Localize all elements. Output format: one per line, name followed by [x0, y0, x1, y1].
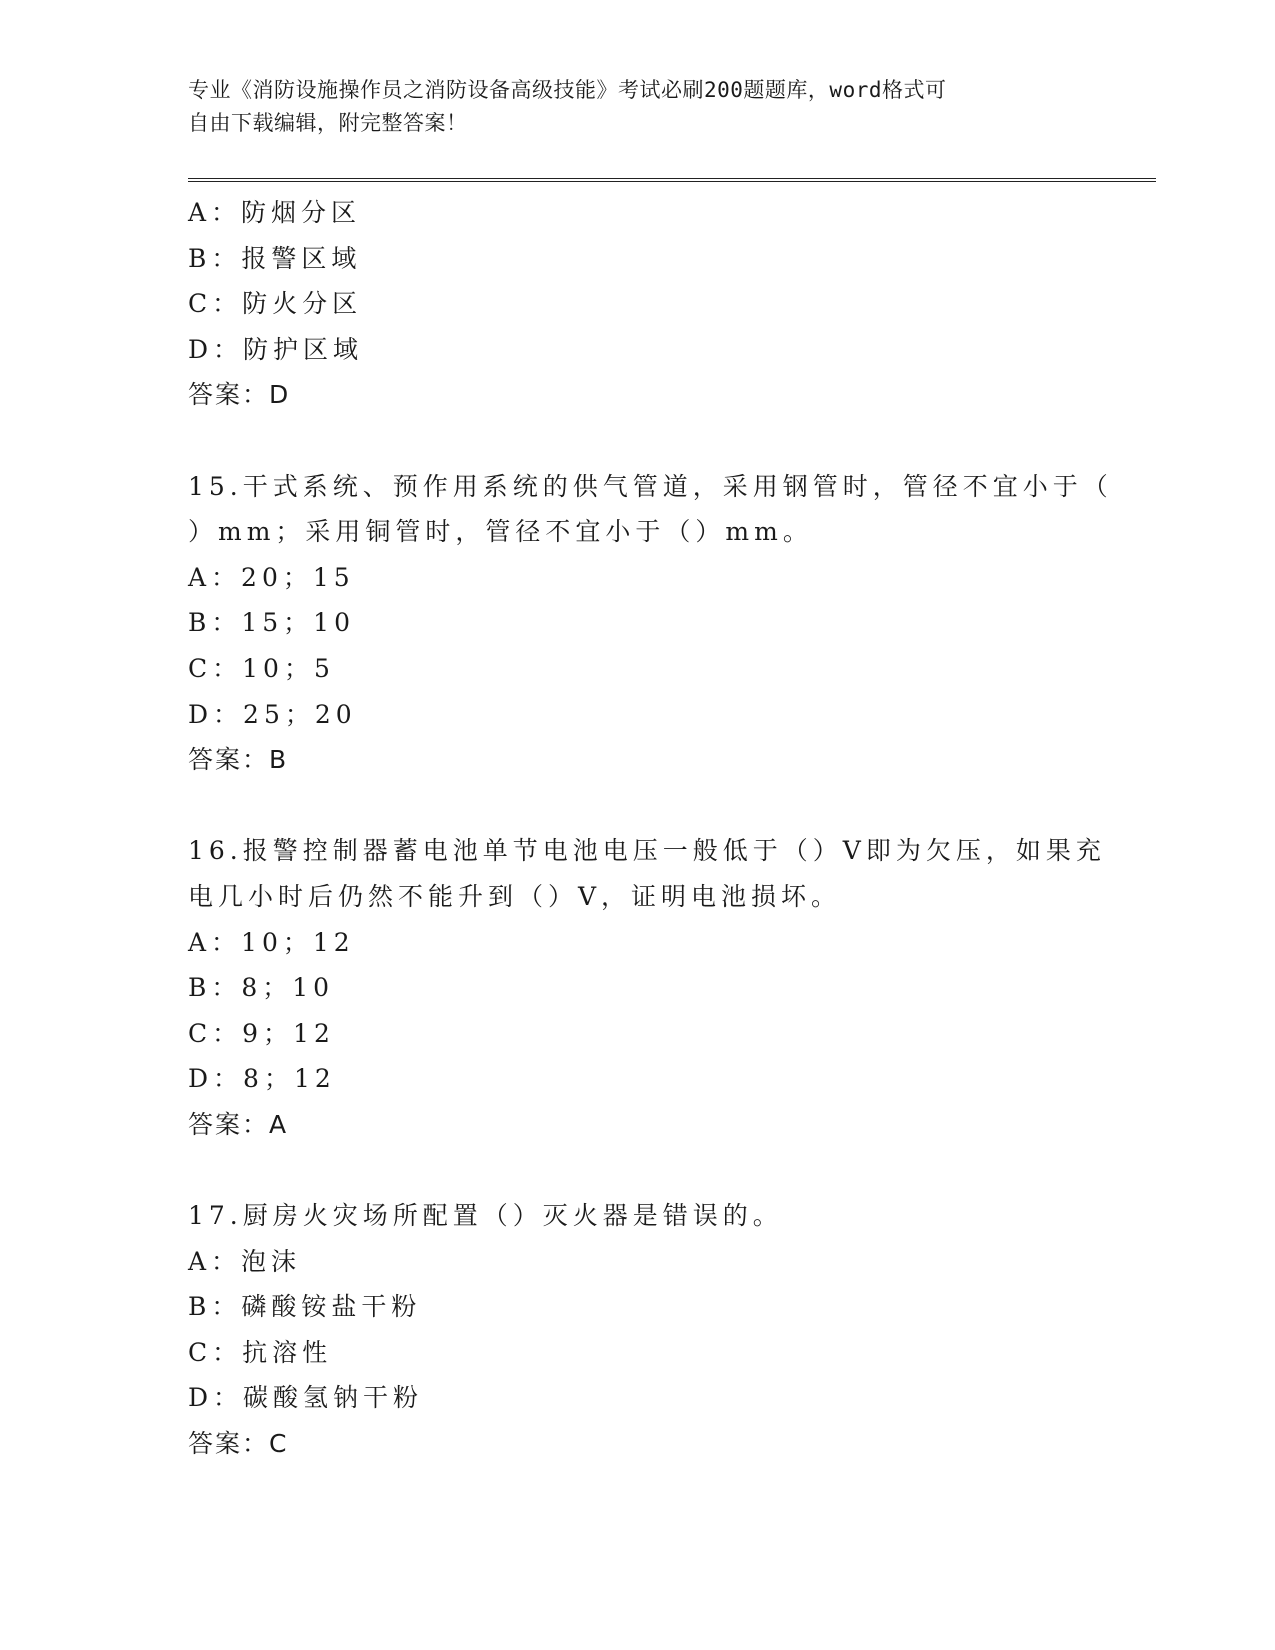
header-line-1: 专业《消防设施操作员之消防设备高级技能》考试必刷200题题库，word格式可 [188, 78, 947, 102]
question-stem-line-2: ）mm；采用铜管时，管径不宜小于（）mm。 [188, 517, 813, 547]
question-stem-line-1: 16.报警控制器蓄电池单节电池电压一般低于（）V即为欠压，如果充 [188, 836, 1106, 866]
question-16 [188, 828, 1106, 1147]
option-a: A：10；12 [188, 927, 355, 957]
option-d: D：防护区域 [188, 334, 364, 364]
option-b: B：磷酸铵盐干粉 [188, 1292, 422, 1322]
option-c: C：防火分区 [188, 289, 363, 319]
question-list [188, 190, 1113, 1467]
option-b: B：15；10 [188, 608, 355, 638]
option-d: D：8；12 [188, 1064, 336, 1094]
option-c: C：10；5 [188, 653, 335, 683]
spacer [188, 418, 1088, 464]
question-stem-line-1: 17.厨房火灾场所配置（）灭火器是错误的。 [188, 1201, 783, 1231]
spacer [188, 783, 1088, 829]
answer: 答案：B [188, 745, 289, 775]
answer: 答案：C [188, 1429, 289, 1459]
option-d: D：碳酸氢钠干粉 [188, 1383, 424, 1413]
header-divider [188, 178, 1156, 182]
question-stem-line-2: 电几小时后仍然不能升到（）V，证明电池损坏。 [188, 881, 842, 911]
option-b: B：报警区域 [188, 243, 362, 273]
question-17 [188, 1193, 1088, 1467]
option-a: A：防烟分区 [188, 198, 362, 227]
header-line-2: 自由下载编辑，附完整答案！ [188, 111, 468, 135]
page-header [188, 74, 1068, 140]
option-a: A：泡沫 [188, 1246, 302, 1276]
answer: 答案：A [188, 1109, 289, 1139]
answer: 答案：D [188, 380, 291, 410]
question-14 [188, 190, 1088, 418]
question-stem-line-1: 15.干式系统、预作用系统的供气管道，采用钢管时，管径不宜小于（ [188, 471, 1113, 501]
spacer [188, 1147, 1088, 1193]
option-c: C：抗溶性 [188, 1337, 333, 1367]
question-15 [188, 464, 1113, 783]
option-c: C：9；12 [188, 1018, 335, 1048]
option-d: D：25；20 [188, 699, 357, 729]
option-b: B：8；10 [188, 973, 335, 1003]
option-a: A：20；15 [188, 562, 355, 592]
